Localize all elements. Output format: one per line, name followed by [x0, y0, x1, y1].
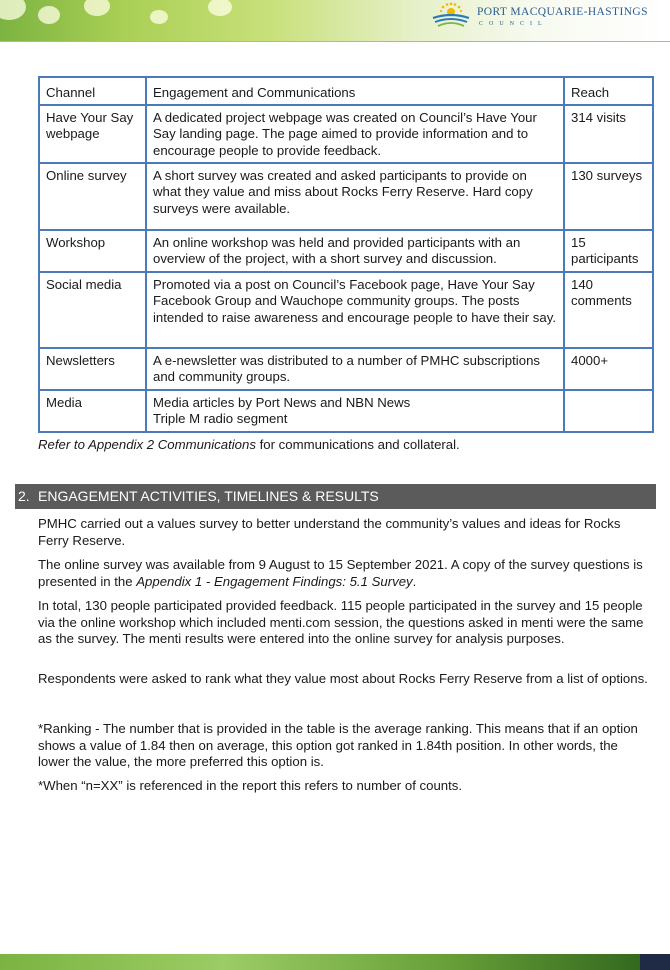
channel-cell: Have Your Say webpage	[39, 105, 146, 163]
table-row	[39, 163, 653, 230]
column-header-channel: Channel	[39, 77, 146, 105]
description-cell: A dedicated project webpage was created on Council’s Have Your Say landing page. The page aimed to provide information and to encourage people to provide feedback.	[146, 105, 564, 163]
reach-cell: 314 visits	[564, 105, 653, 163]
table-row	[39, 348, 653, 390]
footer-banner	[0, 954, 640, 970]
table-row	[39, 105, 653, 163]
table-caption	[38, 437, 460, 452]
reach-cell: 130 surveys	[564, 163, 653, 230]
description-line: Media articles by Port News and NBN News	[153, 394, 411, 410]
paragraph-counts-note: *When “n=XX” is referenced in the report this refers to number of counts.	[38, 778, 463, 793]
paragraph-ranking-note: *Ranking - The number that is provided in the table is the average ranking. This means that if an option shows a value of 1.84 then on average, this option got ranked in 1.84th position. In other words, the lower the value, the more preferred this option is.	[38, 721, 638, 769]
paragraph-survey-dates	[38, 557, 652, 590]
decorative-light-spot	[208, 0, 232, 16]
description-cell: A short survey was created and asked participants to provide on what they value and miss about Rocks Ferry Reserve. Hard copy surveys were available.	[146, 163, 564, 230]
table-row	[39, 230, 653, 272]
reach-cell	[564, 390, 653, 432]
table-row	[39, 390, 653, 432]
section-title: ENGAGEMENT ACTIVITIES, TIMELINES & RESULTS	[38, 488, 379, 504]
description-cell	[146, 390, 564, 432]
description-cell: A e-newsletter was distributed to a number of PMHC subscriptions and community groups.	[146, 348, 564, 390]
section-number: 2.	[18, 488, 30, 504]
decorative-light-spot	[0, 0, 26, 20]
paragraph-participation: In total, 130 people participated provided feedback. 115 people participated in the survey and 15 people via the online workshop which included menti.com session, the questions asked in menti were the same as the survey. The menti results were entered into the online survey for analysis purposes.	[38, 598, 644, 646]
channel-cell: Media	[39, 390, 146, 432]
reach-cell: 4000+	[564, 348, 653, 390]
council-logo	[431, 2, 656, 30]
paragraph-text: The online survey was available from 9 August to 15 September 2021. A copy of the survey questions is presented in the	[38, 557, 643, 589]
appendix-reference: Appendix 1 - Engagement Findings: 5.1 Survey	[136, 573, 413, 589]
column-header-engagement: Engagement and Communications	[146, 77, 564, 105]
description-cell: An online workshop was held and provided participants with an overview of the project, with a short survey and discussion.	[146, 230, 564, 272]
paragraph-ranking-intro: Respondents were asked to rank what they value most about Rocks Ferry Reserve from a list of options.	[38, 671, 648, 686]
channel-cell: Newsletters	[39, 348, 146, 390]
description-cell: Promoted via a post on Council’s Facebook page, Have Your Say Facebook Group and Wauchope community groups. The posts intended to raise awareness and encourage people to have their say.	[146, 272, 564, 348]
channel-cell: Workshop	[39, 230, 146, 272]
header-banner	[0, 0, 670, 42]
reach-cell: 140 comments	[564, 272, 653, 348]
decorative-light-spot	[38, 6, 60, 24]
reach-cell: 15 participants	[564, 230, 653, 272]
channel-cell: Online survey	[39, 163, 146, 230]
paragraph-values-survey: PMHC carried out a values survey to better understand the community’s values and ideas for Rocks Ferry Reserve.	[38, 516, 621, 548]
section-heading	[15, 484, 656, 509]
column-header-reach: Reach	[564, 77, 653, 105]
council-sunrise-logo-icon	[431, 2, 471, 28]
channel-cell: Social media	[39, 272, 146, 348]
caption-appendix-reference: Refer to Appendix 2 Communications	[38, 437, 256, 452]
decorative-light-spot	[150, 10, 168, 24]
decorative-light-spot	[84, 0, 110, 16]
description-line: Triple M radio segment	[153, 411, 288, 426]
logo-subtitle: COUNCIL	[479, 21, 548, 27]
paragraph-text: .	[412, 573, 417, 589]
table-header-row	[39, 77, 653, 105]
page-number-tab	[640, 954, 670, 970]
table-row	[39, 272, 653, 348]
caption-text: for communications and collateral.	[255, 437, 460, 452]
logo-title: PORT MACQUARIE-HASTINGS	[477, 6, 648, 18]
engagement-table	[38, 76, 654, 433]
